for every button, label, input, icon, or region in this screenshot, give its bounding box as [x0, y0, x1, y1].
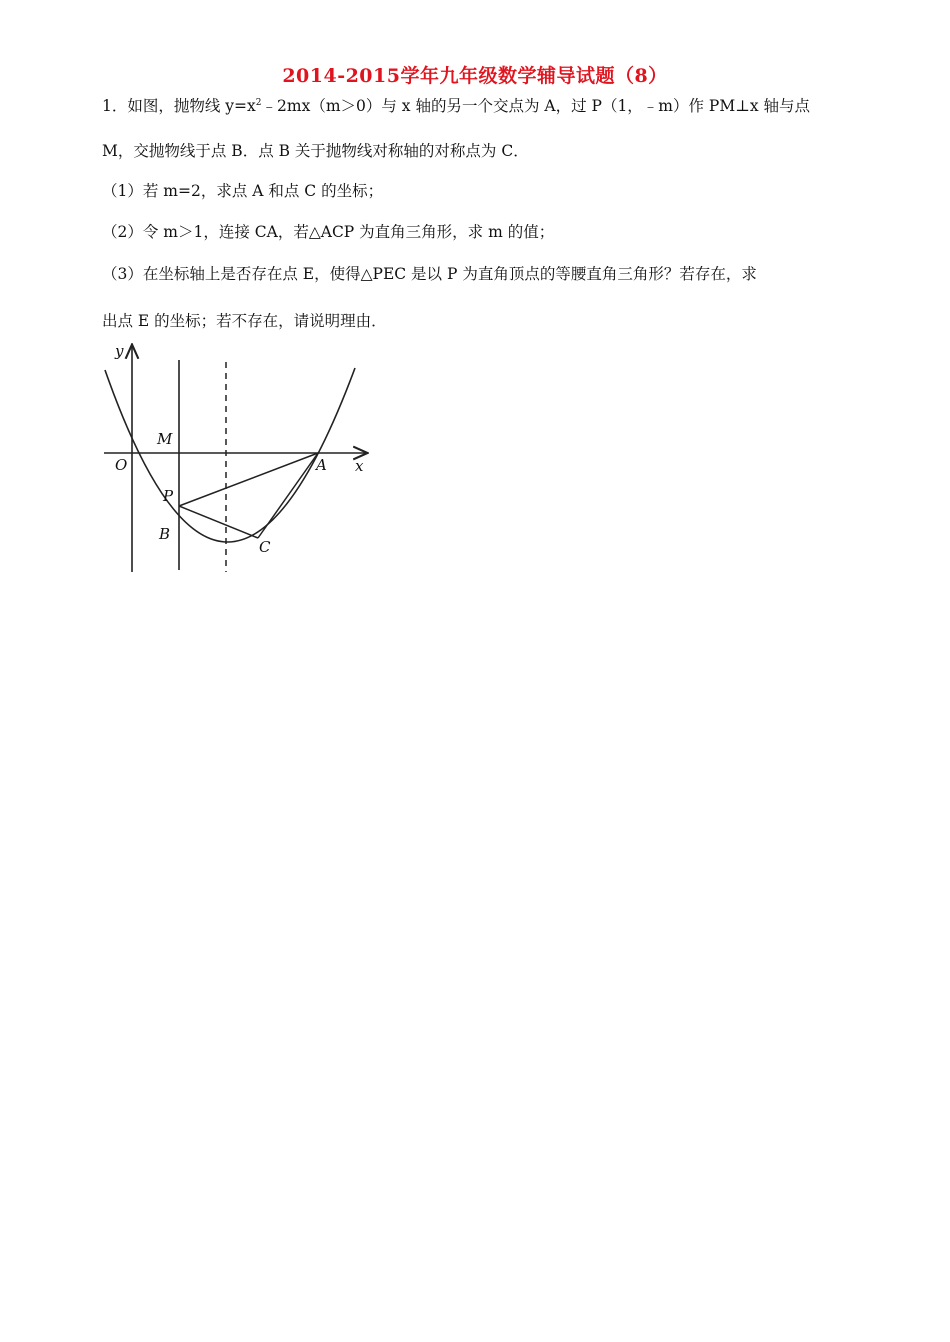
segment-pc: [179, 506, 258, 538]
label-a: A: [316, 456, 327, 474]
label-p: P: [163, 487, 174, 505]
question-2: （2）令 m＞1，连接 CA，若△ACP 为直角三角形，求 m 的值；: [102, 223, 555, 241]
segment-ca: [258, 453, 318, 538]
label-o: O: [115, 456, 128, 474]
question-3-line-1: （3）在坐标轴上是否存在点 E，使得△PEC 是以 P 为直角顶点的等腰直角三角形？若存在，求: [102, 265, 757, 283]
problem-line-2: M，交抛物线于点 B．点 B 关于抛物线对称轴的对称点为 C．: [102, 142, 529, 160]
question-1: （1）若 m=2，求点 A 和点 C 的坐标；: [102, 182, 384, 200]
label-x: x: [355, 457, 364, 475]
label-b: B: [159, 525, 171, 543]
problem-line-1: [102, 92, 902, 117]
label-y: y: [115, 342, 124, 360]
problem-line-1-b: ﹣2mx（m＞0）与 x 轴的另一个交点为 A，过 P（1，﹣m）作 PM⊥x 轴与点: [261, 97, 810, 115]
label-c: C: [259, 538, 271, 556]
page-title: 2014-2015学年九年级数学辅导试题（8）: [282, 65, 668, 87]
segment-pa: [179, 453, 318, 506]
exponent: 2: [255, 98, 262, 108]
parabola-figure: [98, 340, 378, 580]
problem-line-1-a: 1．如图，抛物线 y=x: [102, 97, 256, 115]
question-3-line-2: 出点 E 的坐标；若不存在，请说明理由．: [102, 312, 387, 330]
label-m: M: [157, 430, 173, 448]
